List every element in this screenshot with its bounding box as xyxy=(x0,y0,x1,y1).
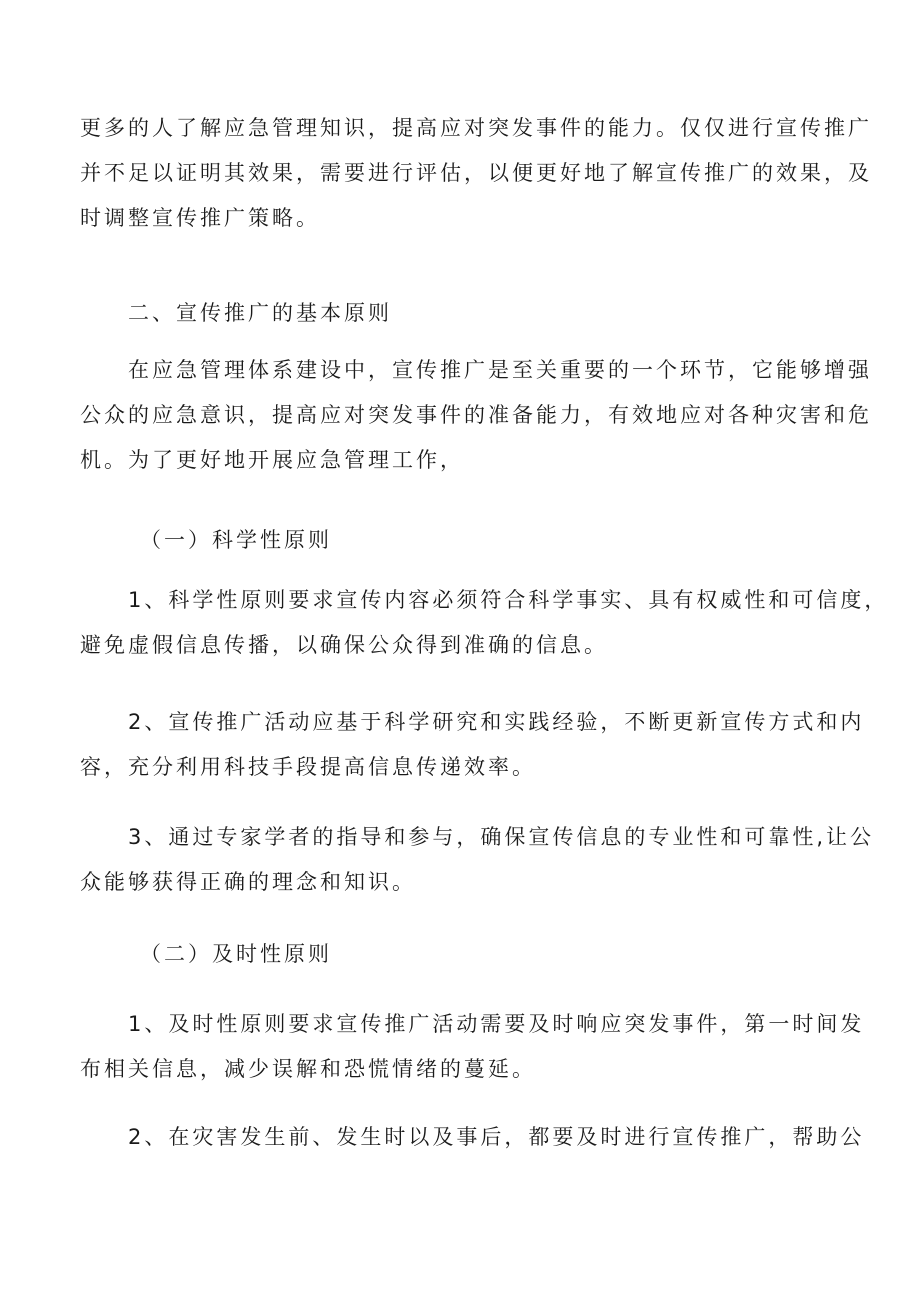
paragraph-intro xyxy=(80,106,872,241)
text-line: 布相关信息，减少误解和恐慌情绪的蔓延。 xyxy=(80,1057,536,1081)
text-line: 并不足以证明其效果，需要进行评估，以便更好地了解宣传推广的效果，及 xyxy=(80,161,872,185)
text-line: 3、通过专家学者的指导和参与，确保宣传信息的专业性和可靠性,让公 xyxy=(128,825,875,849)
list-item-scientific-1 xyxy=(80,578,889,668)
subheading-scientific xyxy=(140,518,910,563)
list-item-timely-1 xyxy=(80,1002,865,1092)
subheading-text: （一）科学性原则 xyxy=(140,528,332,552)
text-line: 2、宣传推广活动应基于科学研究和实践经验，不断更新宣传方式和内 xyxy=(128,710,865,734)
text-line: 更多的人了解应急管理知识，提高应对突发事件的能力。仅仅进行宣传推广 xyxy=(80,116,872,140)
text-line: 众能够获得正确的理念和知识。 xyxy=(80,870,416,894)
text-line: 避免虚假信息传播，以确保公众得到准确的信息。 xyxy=(80,633,608,657)
text-line: 1、及时性原则要求宣传推广活动需要及时响应突发事件，第一时间发 xyxy=(128,1012,865,1036)
section-heading-text: 二、宣传推广的基本原则 xyxy=(128,301,392,325)
list-item-scientific-2 xyxy=(80,700,865,790)
text-line: 在应急管理体系建设中，宣传推广是至关重要的一个环节，它能够增强 xyxy=(128,358,872,382)
list-item-timely-2 xyxy=(80,1115,865,1160)
paragraph-section2 xyxy=(80,348,872,483)
section-heading xyxy=(128,291,898,336)
list-item-scientific-3 xyxy=(80,815,875,905)
text-line: 时调整宣传推广策略。 xyxy=(80,206,320,230)
subheading-timely xyxy=(140,932,910,977)
text-line: 机。为了更好地开展应急管理工作， xyxy=(80,448,464,472)
subheading-text: （二）及时性原则 xyxy=(140,942,332,966)
text-line: 公众的应急意识，提高应对突发事件的准备能力，有效地应对各种灾害和危 xyxy=(80,403,872,427)
text-line: 1、科学性原则要求宣传内容必须符合科学事实、具有权威性和可信度， xyxy=(128,588,889,612)
text-line: 容，充分利用科技手段提高信息传递效率。 xyxy=(80,755,536,779)
text-line: 2、在灾害发生前、发生时以及事后，都要及时进行宣传推广，帮助公 xyxy=(128,1125,865,1149)
